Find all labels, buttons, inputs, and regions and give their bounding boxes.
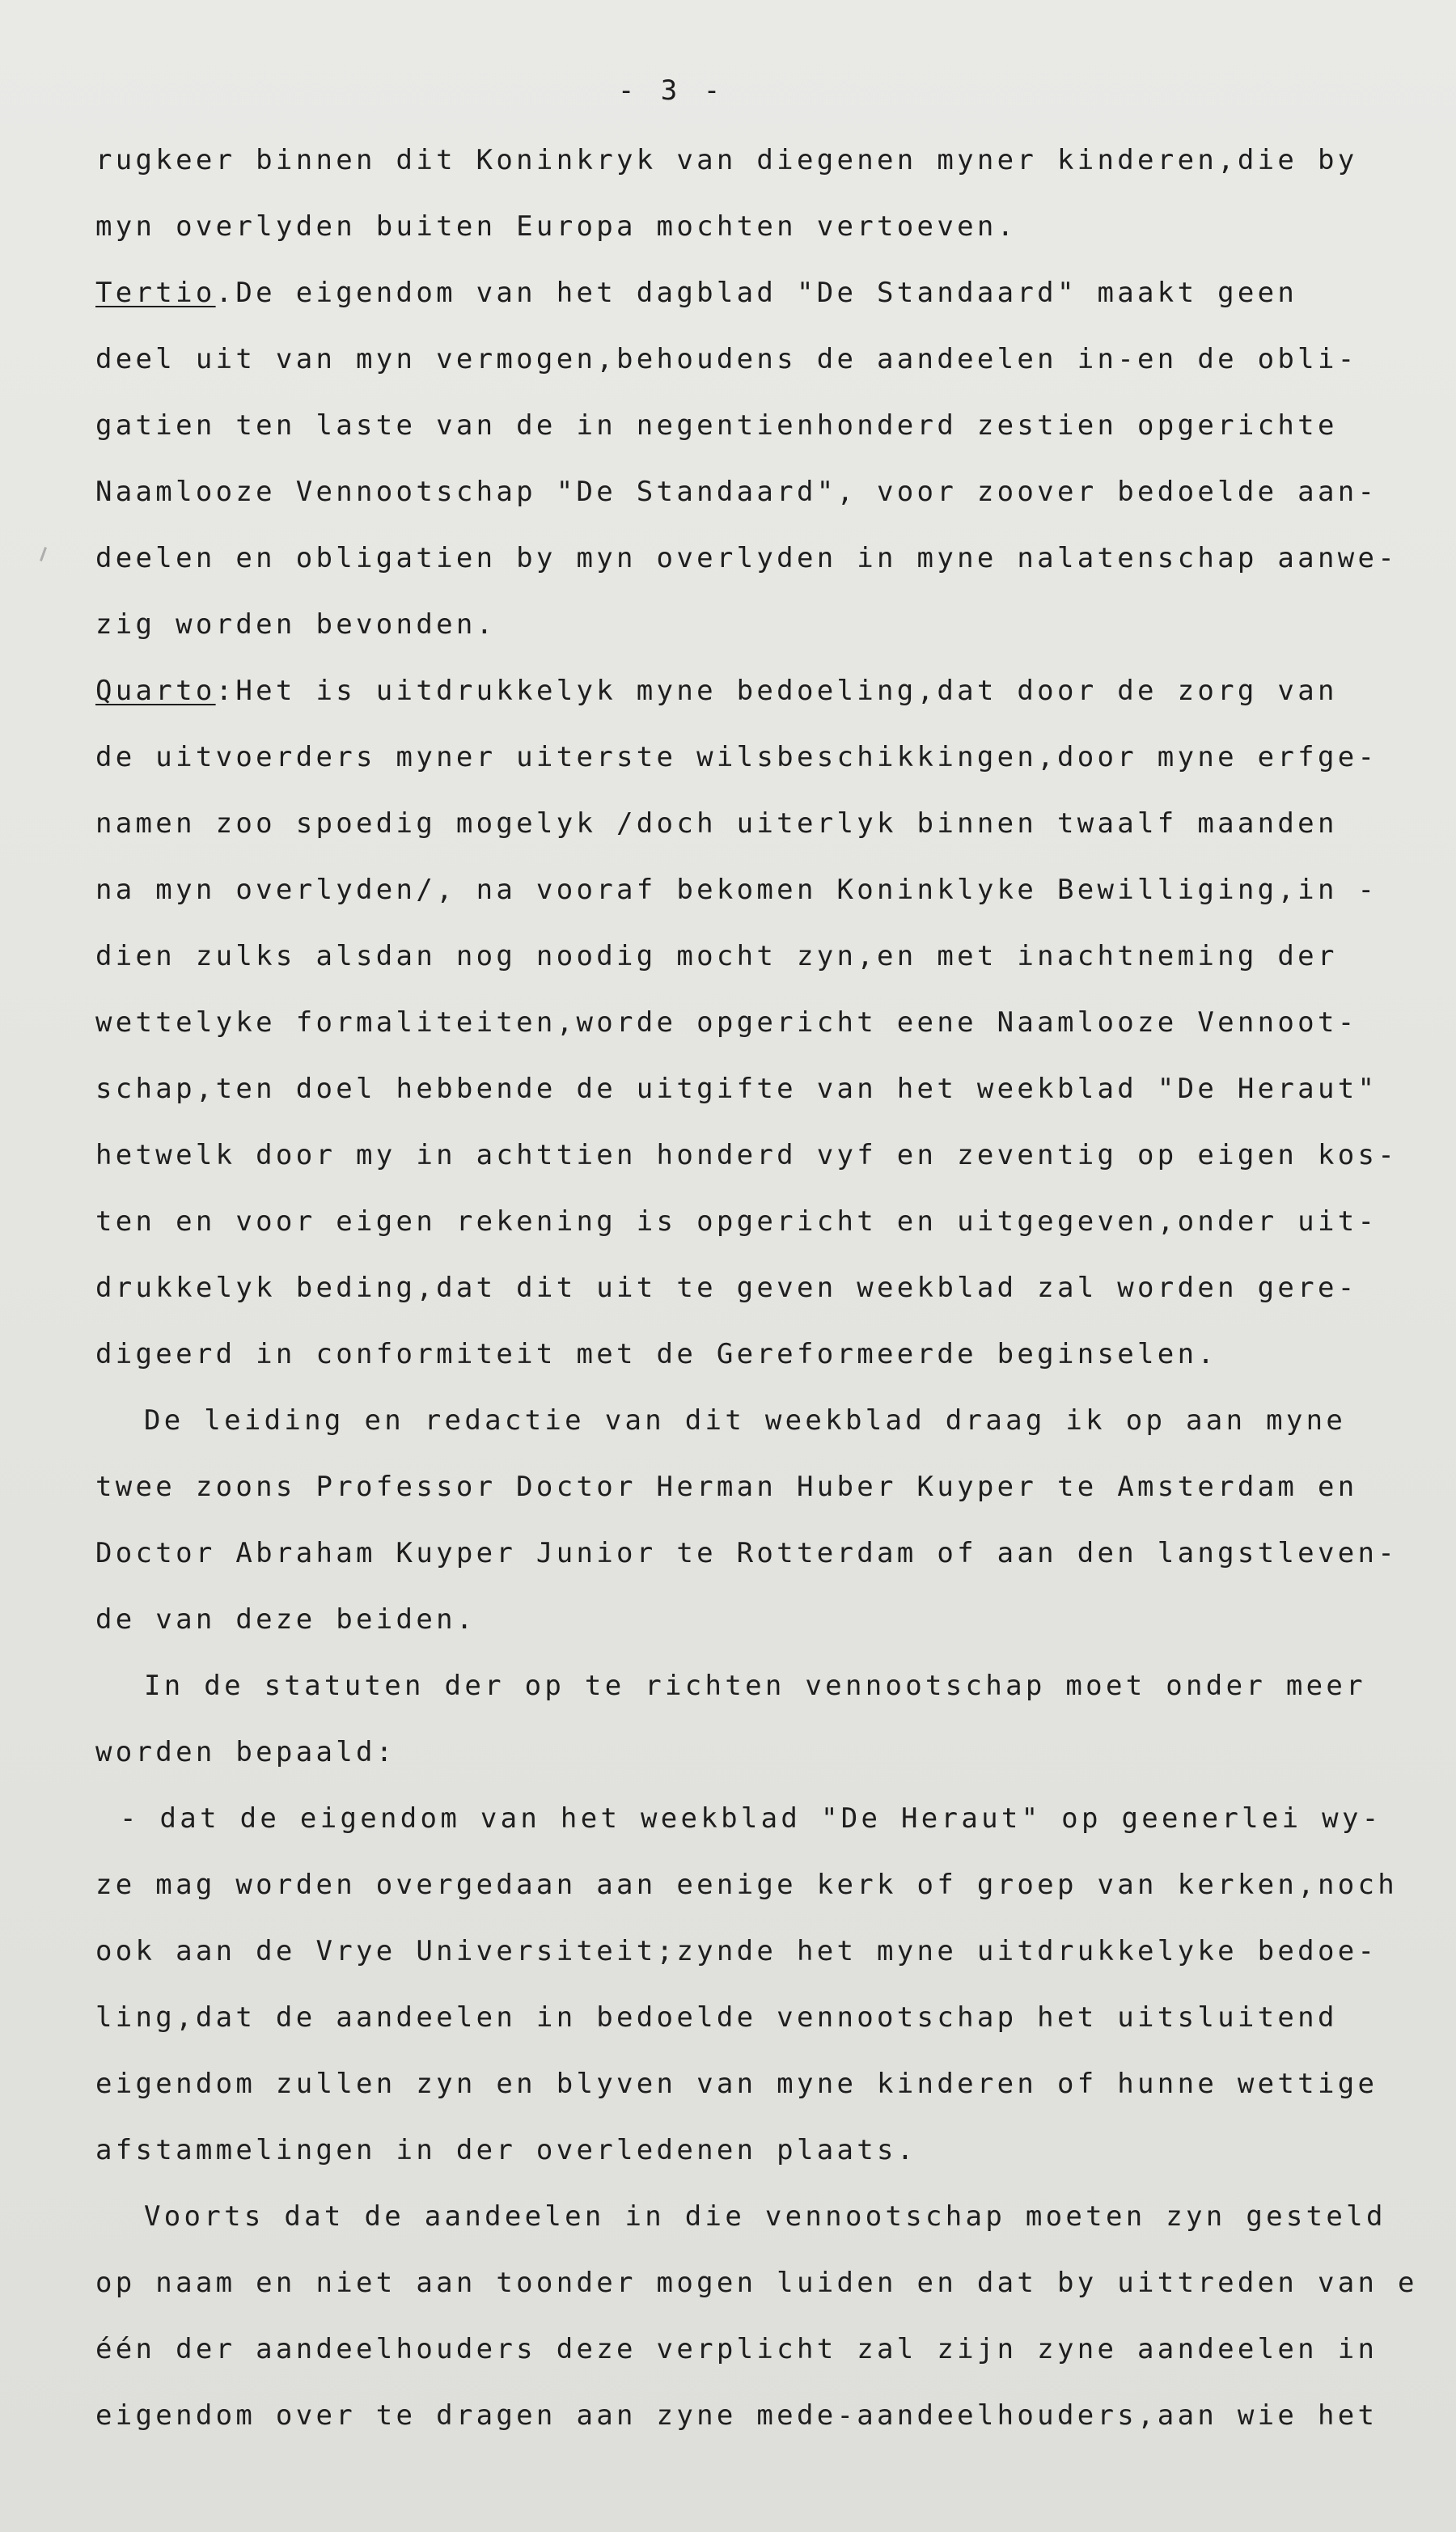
text-line — [95, 1535, 1398, 1571]
line-text: namen zoo spoedig mogelyk /doch uiterlyk binnen twaalf maanden — [95, 807, 1338, 840]
line-text: eigendom over te dragen aan zyne mede-aandeelhouders,aan wie het — [95, 2399, 1378, 2432]
text-line — [95, 1734, 396, 1770]
line-text: drukkelyk beding,dat dit uit te geven weekblad zal worden gere- — [95, 1272, 1358, 1304]
line-text: na myn overlyden/, na vooraf bekomen Koninklyke Bewilliging,in - — [95, 874, 1378, 906]
text-line — [120, 1801, 1382, 1836]
text-line — [95, 1336, 1217, 1372]
margin-mark — [40, 547, 47, 561]
line-text: Naamlooze Vennootschap "De Standaard", voor zoover bedoelde aan- — [95, 476, 1378, 508]
line-text: ze mag worden overgedaan aan eenige kerk of groep van kerken,noch — [95, 1869, 1399, 1901]
text-line — [95, 1469, 1358, 1505]
line-text: twee zoons Professor Doctor Herman Huber Kuyper te Amsterdam en — [95, 1471, 1358, 1503]
line-text: eigendom zullen zyn en blyven van myne kinderen of hunne wettige — [95, 2068, 1378, 2100]
line-text: schap,ten doel hebbende de uitgifte van het weekblad "De Heraut" — [95, 1073, 1378, 1105]
text-line — [95, 607, 496, 642]
text-line — [95, 540, 1398, 576]
line-text: In de statuten der op te richten vennootschap moet onder meer — [144, 1670, 1366, 1702]
text-line — [95, 275, 1297, 311]
text-line — [95, 142, 1358, 178]
line-text: ling,dat de aandeelen in bedoelde vennootschap het uitsluitend — [95, 2001, 1338, 2034]
text-line — [95, 2398, 1378, 2433]
page-number: - 3 - — [617, 74, 726, 107]
line-text: rugkeer binnen dit Koninkryk van diegenen myner kinderen,die by — [95, 144, 1358, 176]
text-line — [95, 341, 1358, 377]
line-text: hetwelk door my in achttien honderd vyf en zeventig op eigen kos- — [95, 1139, 1399, 1171]
line-text: Doctor Abraham Kuyper Junior te Rotterdam of aan den langstleven- — [95, 1537, 1399, 1569]
line-text: ook aan de Vrye Universiteit;zynde het myne uitdrukkelyke bedoe- — [95, 1935, 1378, 1967]
text-line — [95, 872, 1378, 908]
text-line — [95, 2331, 1378, 2367]
line-text: één der aandeelhouders deze verplicht zal zijn zyne aandeelen in — [95, 2333, 1378, 2365]
line-text: afstammelingen in der overledenen plaats. — [95, 2134, 917, 2166]
text-line — [95, 1204, 1378, 1239]
line-text: deelen en obligatien by myn overlyden in myne nalatenschap aanwe- — [95, 542, 1399, 574]
text-line — [95, 938, 1338, 974]
text-line — [95, 1933, 1378, 1969]
line-text: de van deze beiden. — [95, 1603, 476, 1636]
text-line — [95, 2132, 917, 2168]
line-text: op naam en niet aan toonder mogen luiden en dat by uittreden van e — [95, 2267, 1418, 2299]
line-text: - dat de eigendom van het weekblad "De Heraut" op geenerlei wy- — [120, 1802, 1382, 1835]
text-line — [95, 1867, 1398, 1903]
text-line — [95, 209, 1017, 244]
underlined-heading: Quarto — [95, 675, 216, 707]
line-text: Voorts dat de aandeelen in die vennootschap moeten zyn gesteld — [144, 2200, 1386, 2233]
line-text: gatien ten laste van de in negentienhonderd zestien opgerichte — [95, 409, 1338, 442]
line-text: wettelyke formaliteiten,worde opgericht eene Naamlooze Vennoot- — [95, 1006, 1358, 1039]
line-text: .De eigendom van het dagblad "De Standaard" maakt geen — [215, 277, 1298, 309]
line-text: :Het is uitdrukkelyk myne bedoeling,dat door de zorg van — [215, 675, 1338, 707]
underlined-heading: Tertio — [95, 277, 216, 309]
text-line — [95, 2000, 1338, 2035]
text-line — [144, 1403, 1346, 1438]
text-line — [95, 2265, 1418, 2301]
line-text: worden bepaald: — [95, 1736, 396, 1768]
line-text: ten en voor eigen rekening is opgericht en uitgegeven,onder uit- — [95, 1205, 1378, 1238]
line-text: de uitvoerders myner uiterste wilsbeschikkingen,door myne erfge- — [95, 741, 1378, 773]
text-line — [95, 673, 1338, 709]
text-line — [95, 739, 1378, 775]
text-line — [95, 1005, 1358, 1040]
text-line — [95, 1137, 1398, 1173]
text-line — [95, 1602, 476, 1637]
line-text: De leiding en redactie van dit weekblad draag ik op aan myne — [144, 1404, 1347, 1437]
text-line — [144, 2199, 1386, 2234]
text-line — [95, 806, 1338, 841]
line-text: myn overlyden buiten Europa mochten vertoeven. — [95, 210, 1018, 243]
text-line — [95, 1270, 1358, 1306]
text-line — [95, 474, 1378, 510]
line-text: deel uit van myn vermogen,behoudens de aandeelen in-en de obli- — [95, 343, 1358, 375]
text-line — [95, 1071, 1378, 1107]
text-line — [95, 2066, 1378, 2102]
text-line — [95, 408, 1338, 443]
line-text: zig worden bevonden. — [95, 608, 497, 641]
line-text: digeerd in conformiteit met de Gereformeerde beginselen. — [95, 1338, 1218, 1370]
line-text: dien zulks alsdan nog noodig mocht zyn,en met inachtneming der — [95, 940, 1338, 972]
text-line — [144, 1668, 1366, 1704]
